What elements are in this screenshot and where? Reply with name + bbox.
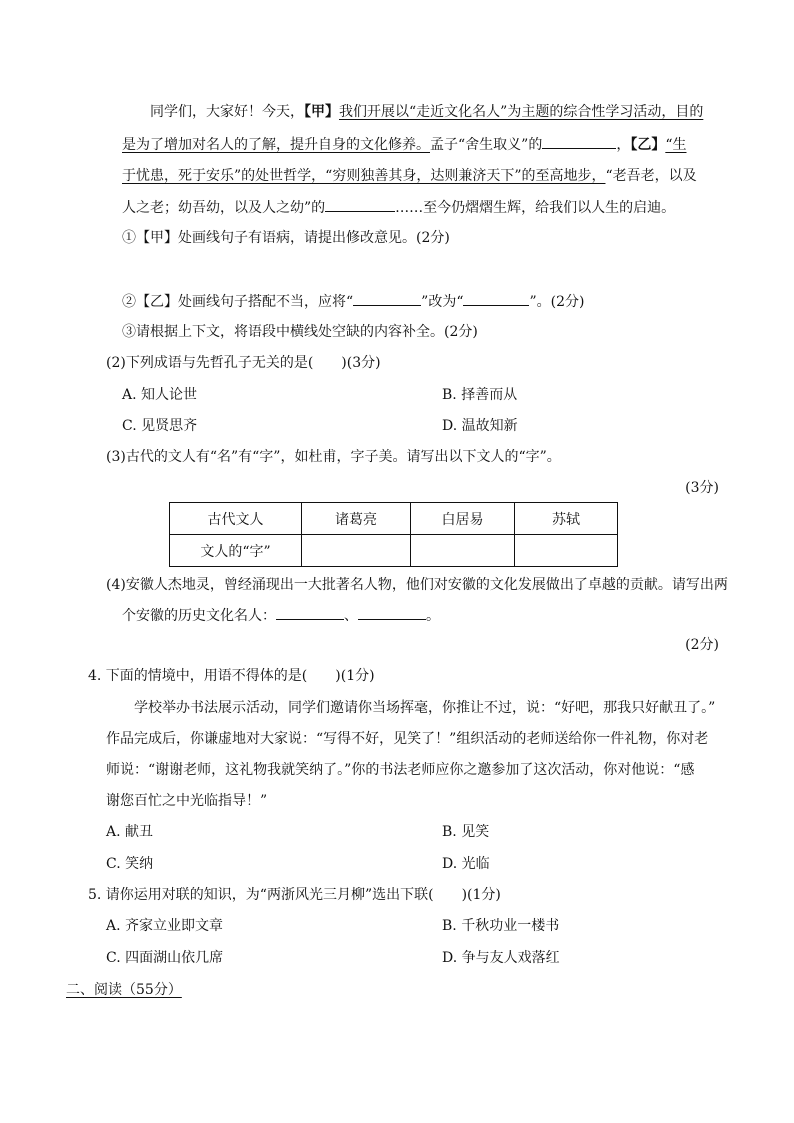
option-c[interactable]: C. 见贤思齐 <box>122 418 198 434</box>
intro-line-1 <box>150 102 703 122</box>
passage-line: 师说：“谢谢老师，这礼物我就笑纳了。”你的书法老师应你之邀参加了这次活动，你对他说：“感 <box>106 762 695 778</box>
option-b[interactable]: B. 择善而从 <box>442 387 518 403</box>
option-d[interactable]: D. 争与友人戏落红 <box>442 950 560 966</box>
intro-line-3 <box>122 166 697 186</box>
score-label: (2分) <box>685 637 719 653</box>
intro-text: 人之老；幼吾幼，以及人之幼”的 <box>122 200 326 216</box>
answer-cell[interactable] <box>302 535 411 567</box>
table-row <box>170 503 618 535</box>
answer-blank[interactable] <box>325 197 395 212</box>
answer-cell[interactable] <box>515 535 618 567</box>
question-4sub-text: 、 <box>344 608 358 624</box>
question-4sub-line-1: (4)安徽人杰地灵，曾经涌现出一大批著名人物，他们对安徽的文化发展做出了卓越的贡献。请写出两 <box>106 577 728 593</box>
subquestion-2-text: ②【乙】处画线句子搭配不当，应将“ <box>122 294 354 310</box>
subquestion-1: ①【甲】处画线句子有语病，请提出修改意见。(2分) <box>122 230 450 246</box>
table-header-cell: 苏轼 <box>515 503 618 535</box>
underlined-sentence-jia: 我们开展以“走近文化名人”为主题的综合性学习活动，目的 <box>339 104 704 120</box>
passage-line: 谢您百忙之中光临指导！” <box>106 793 268 809</box>
underlined-sentence-yi: “生 <box>665 137 687 153</box>
answer-blank[interactable] <box>353 291 421 306</box>
option-b[interactable]: B. 见笑 <box>442 824 490 840</box>
subquestion-2-text: ”。(2分) <box>529 294 585 310</box>
question-2-stem: (2)下列成语与先哲孔子无关的是( )(3分) <box>106 355 381 371</box>
underlined-sentence-yi-cont: 于忧患，死于安乐”的处世哲学，“穷则独善其身，达则兼济天下”的至高地步， <box>122 168 606 184</box>
option-c[interactable]: C. 笑纳 <box>106 856 154 872</box>
passage-line: 学校举办书法展示活动，同学们邀请你当场挥毫，你推让不过，说：“好吧，那我只好献丑了。” <box>134 700 716 716</box>
option-a[interactable]: A. 知人论世 <box>122 387 198 403</box>
option-d[interactable]: D. 光临 <box>442 856 490 872</box>
answer-blank[interactable] <box>276 605 344 620</box>
subquestion-2 <box>122 291 584 312</box>
intro-line-4 <box>122 197 675 218</box>
mark-jia: 【甲】 <box>304 104 339 120</box>
table-row <box>170 535 618 567</box>
question-4sub-line-2 <box>122 605 440 626</box>
intro-line-2 <box>122 134 687 155</box>
question-4-stem: 4. 下面的情境中，用语不得体的是( )(1分) <box>88 668 375 684</box>
option-b[interactable]: B. 千秋功业一楼书 <box>442 918 560 934</box>
answer-blank[interactable] <box>358 605 426 620</box>
subquestion-2-text: ”改为“ <box>421 294 464 310</box>
option-a[interactable]: A. 献丑 <box>106 824 154 840</box>
answer-blank[interactable] <box>463 291 529 306</box>
intro-text: “老吾老，以及 <box>605 168 697 184</box>
answer-cell[interactable] <box>411 535 515 567</box>
option-a[interactable]: A. 齐家立业即文章 <box>106 918 224 934</box>
score-label: (3分) <box>685 480 719 496</box>
table-header-cell: 白居易 <box>411 503 515 535</box>
name-table <box>169 502 618 567</box>
underlined-sentence-jia-cont: 是为了增加对名人的了解，提升自身的文化修养。 <box>122 137 430 153</box>
table-header-cell: 古代文人 <box>170 503 302 535</box>
table-row-label: 文人的“字” <box>170 535 302 567</box>
question-4sub-text: 个安徽的历史文化名人： <box>122 608 276 624</box>
intro-text: 同学们，大家好！今天， <box>150 104 304 120</box>
section-heading: 二、阅读（55分） <box>66 982 182 998</box>
subquestion-3: ③请根据上下文，将语段中横线处空缺的内容补全。(2分) <box>122 324 478 340</box>
table-header-cell: 诸葛亮 <box>302 503 411 535</box>
question-3-stem: (3)古代的文人有“名”有“字”，如杜甫，字子美。请写出以下文人的“字”。 <box>106 449 561 465</box>
intro-text: ……至今仍熠熠生辉，给我们以人生的启迪。 <box>395 200 676 216</box>
mark-yi: 【乙】 <box>630 137 666 153</box>
passage-line: 作品完成后，你谦虚地对大家说：“写得不好，见笑了！”组织活动的老师送给你一件礼物，你对老 <box>106 731 709 747</box>
option-d[interactable]: D. 温故知新 <box>442 418 518 434</box>
question-5-stem: 5. 请你运用对联的知识，为“两浙风光三月柳”选出下联( )(1分) <box>88 887 501 903</box>
question-4sub-text: 。 <box>426 608 440 624</box>
intro-text: ， <box>616 137 631 153</box>
intro-text: 孟子“舍生取义”的 <box>430 137 543 153</box>
answer-blank[interactable] <box>542 134 616 149</box>
option-c[interactable]: C. 四面湖山依几席 <box>106 950 224 966</box>
